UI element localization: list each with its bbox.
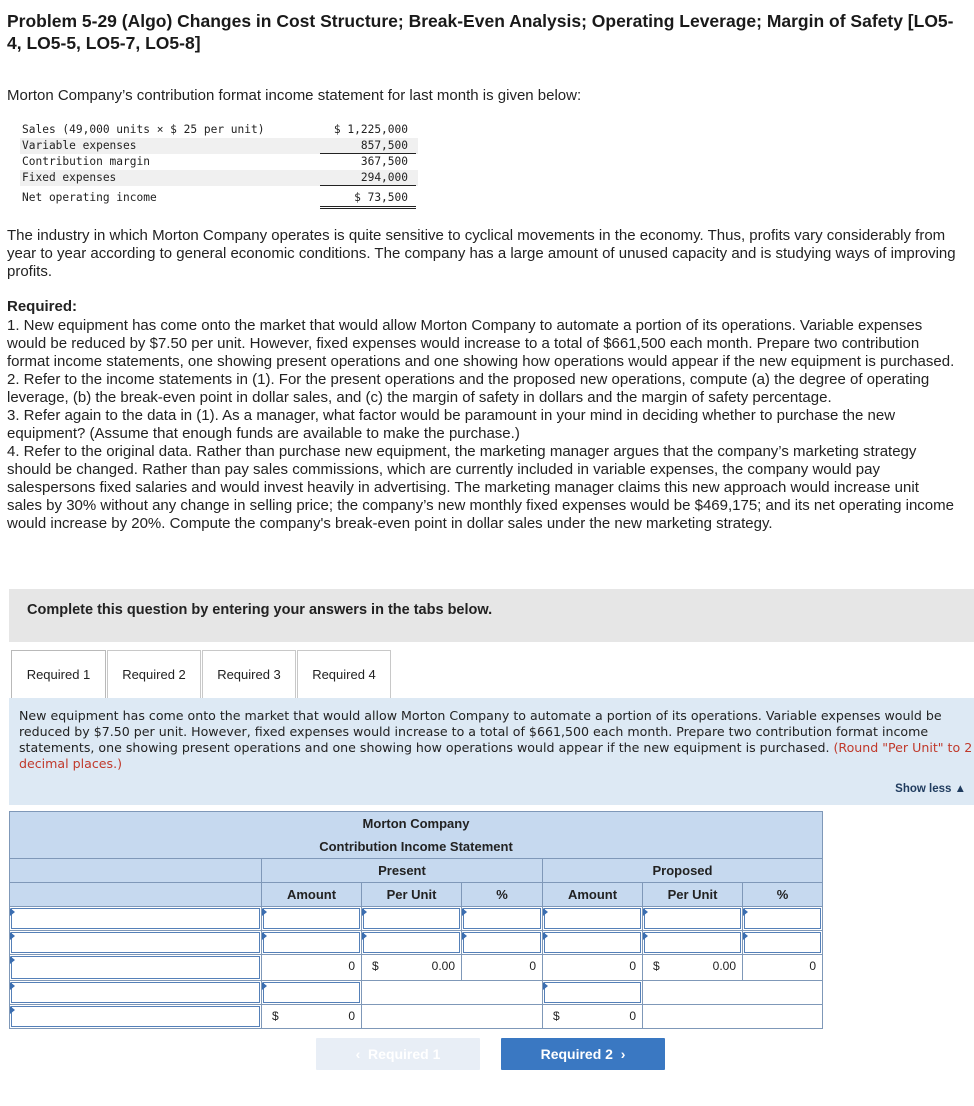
rounding-note: (Round "Per Unit" to 2 decimal places.) bbox=[19, 740, 973, 771]
present-per-unit-header: Per Unit bbox=[362, 883, 462, 907]
triangle-up-icon: ▲ bbox=[954, 783, 966, 795]
table-row bbox=[10, 1005, 823, 1029]
dropdown-marker-icon bbox=[10, 956, 15, 964]
requirement-item: 2. Refer to the income statements in (1). For the present operations and the proposed new operations, compute (a) the degree of operating leverage, (b) the break-even point in dollar sales, and (c) the margin of safety in dollars and the margin of safety percentage. bbox=[7, 371, 930, 406]
dropdown-marker-icon bbox=[743, 908, 748, 916]
chevron-right-icon: › bbox=[620, 1046, 626, 1062]
table-row bbox=[10, 907, 823, 931]
dropdown-marker-icon bbox=[543, 982, 548, 990]
statement-title: Contribution Income Statement bbox=[10, 835, 823, 859]
present-percent-header: % bbox=[462, 883, 543, 907]
statement-row: Contribution margin 367,500 bbox=[22, 155, 408, 168]
dropdown-marker-icon bbox=[543, 932, 548, 940]
row-label-input[interactable] bbox=[10, 1005, 262, 1029]
dropdown-marker-icon bbox=[10, 932, 15, 940]
tab-required-1[interactable]: Required 1 bbox=[11, 650, 106, 699]
previous-required-button[interactable]: ‹ Required 1 bbox=[316, 1038, 480, 1070]
proposed-per-unit-header: Per Unit bbox=[643, 883, 743, 907]
dropdown-marker-icon bbox=[462, 932, 467, 940]
instruction-text: New equipment has come onto the market that would allow Morton Company to automate a portion of its operations. Variable expenses would be reduced by $7.50 per unit. However, fixed expenses would increase to a total of $661,500 each month. Prepare two contribution format income statements, one showing present operations and one showing how operations would appear if the new equipment is purchased. bbox=[19, 708, 942, 755]
problem-title: Problem 5-29 (Algo) Changes in Cost Structure; Break-Even Analysis; Operating Leverage; Margin of Safety [LO5-4, LO5-5, LO5-7, LO5-8] bbox=[7, 11, 954, 53]
requirement-item: 3. Refer again to the data in (1). As a manager, what factor would be paramount in your mind in deciding whether to purchase the new equipment? (Assume that enough funds are available to make the purchase.) bbox=[7, 407, 896, 442]
amount-input[interactable] bbox=[543, 981, 643, 1005]
statement-row: Fixed expenses 294,000 bbox=[20, 170, 418, 186]
cm-per-unit: $ 0.00 bbox=[643, 955, 743, 981]
percent-input[interactable] bbox=[462, 931, 543, 955]
dropdown-marker-icon bbox=[643, 908, 648, 916]
contribution-income-statement-grid bbox=[9, 811, 823, 1029]
statement-row: Variable expenses 857,500 bbox=[20, 138, 418, 154]
amount-input[interactable] bbox=[262, 931, 362, 955]
row-label-input[interactable] bbox=[10, 907, 262, 931]
dropdown-marker-icon bbox=[10, 1006, 15, 1014]
chevron-left-icon: ‹ bbox=[355, 1046, 361, 1062]
per-unit-input[interactable] bbox=[643, 907, 743, 931]
per-unit-input[interactable] bbox=[643, 931, 743, 955]
requirement-item: 1. New equipment has come onto the market that would allow Morton Company to automate a portion of its operations. Variable expenses would be reduced by $7.50 per unit. However, fixed expenses would increase to a total of $661,500 each month. Prepare two contribution format income statements, one showing present operations and one showing how operations would appear if the new equipment is purchased. bbox=[7, 317, 955, 370]
table-row bbox=[10, 931, 823, 955]
tab-required-3[interactable]: Required 3 bbox=[202, 650, 296, 698]
cm-percent: 0 bbox=[743, 955, 823, 981]
amount-input[interactable] bbox=[262, 907, 362, 931]
table-row bbox=[10, 981, 823, 1005]
dropdown-marker-icon bbox=[362, 932, 367, 940]
per-unit-input[interactable] bbox=[362, 907, 462, 931]
proposed-header: Proposed bbox=[543, 859, 823, 883]
noi-amount: $ 0 bbox=[262, 1005, 362, 1029]
proposed-amount-header: Amount bbox=[543, 883, 643, 907]
cm-amount: 0 bbox=[262, 955, 362, 981]
tab-instruction-panel bbox=[9, 698, 974, 805]
row-label-input[interactable] bbox=[10, 931, 262, 955]
dropdown-marker-icon bbox=[543, 908, 548, 916]
cm-amount: 0 bbox=[543, 955, 643, 981]
dropdown-marker-icon bbox=[262, 982, 267, 990]
requirements-list bbox=[7, 317, 955, 533]
noi-amount: $ 0 bbox=[543, 1005, 643, 1029]
tab-required-2[interactable]: Required 2 bbox=[107, 650, 201, 698]
amount-input[interactable] bbox=[262, 981, 362, 1005]
dropdown-marker-icon bbox=[643, 932, 648, 940]
per-unit-input[interactable] bbox=[362, 931, 462, 955]
divider bbox=[320, 206, 416, 207]
present-amount-header: Amount bbox=[262, 883, 362, 907]
instructions-banner: Complete this question by entering your answers in the tabs below. bbox=[9, 589, 974, 642]
show-less-toggle[interactable]: Show less ▲ bbox=[895, 783, 966, 795]
company-name: Morton Company bbox=[10, 812, 823, 836]
intro-text: Morton Company’s contribution format income statement for last month is given below: bbox=[7, 87, 582, 104]
dropdown-marker-icon bbox=[10, 908, 15, 916]
dropdown-marker-icon bbox=[362, 908, 367, 916]
dropdown-marker-icon bbox=[10, 982, 15, 990]
dropdown-marker-icon bbox=[462, 908, 467, 916]
amount-input[interactable] bbox=[543, 907, 643, 931]
statement-row: Net operating income $ 73,500 bbox=[22, 191, 408, 204]
table-row bbox=[10, 955, 823, 981]
row-label-input[interactable] bbox=[10, 955, 262, 981]
dropdown-marker-icon bbox=[743, 932, 748, 940]
amount-input[interactable] bbox=[543, 931, 643, 955]
present-header: Present bbox=[262, 859, 543, 883]
required-heading: Required: bbox=[7, 298, 78, 315]
requirement-item: 4. Refer to the original data. Rather than purchase new equipment, the marketing manager argues that the company’s marketing strategy should be changed. Rather than pay sales commissions, which are currently included in variable expenses, the company would pay salespersons fixed salaries and would invest heavily in advertising. The marketing manager claims this new approach would increase unit sales by 30% without any change in selling price; the company’s new monthly fixed expenses would be $469,175; and its net operating income would increase by 20%. Compute the company's break-even point in dollar sales under the new marketing strategy. bbox=[7, 443, 954, 532]
cm-per-unit: $ 0.00 bbox=[362, 955, 462, 981]
dropdown-marker-icon bbox=[262, 932, 267, 940]
row-label-input[interactable] bbox=[10, 981, 262, 1005]
percent-input[interactable] bbox=[462, 907, 543, 931]
divider bbox=[320, 185, 416, 186]
tab-required-4[interactable]: Required 4 bbox=[297, 650, 391, 698]
cm-percent: 0 bbox=[462, 955, 543, 981]
percent-input[interactable] bbox=[743, 931, 823, 955]
dropdown-marker-icon bbox=[262, 908, 267, 916]
divider bbox=[320, 208, 416, 209]
percent-input[interactable] bbox=[743, 907, 823, 931]
proposed-percent-header: % bbox=[743, 883, 823, 907]
statement-row: Sales (49,000 units × $ 25 per unit) $ 1,225,000 bbox=[22, 123, 408, 136]
industry-paragraph: The industry in which Morton Company operates is quite sensitive to cyclical movements in the economy. Thus, profits vary considerably from year to year according to general economic conditions. The company has a large amount of unused capacity and is studying ways of improving profits. bbox=[7, 227, 956, 280]
next-required-button[interactable]: Required 2 › bbox=[501, 1038, 665, 1070]
